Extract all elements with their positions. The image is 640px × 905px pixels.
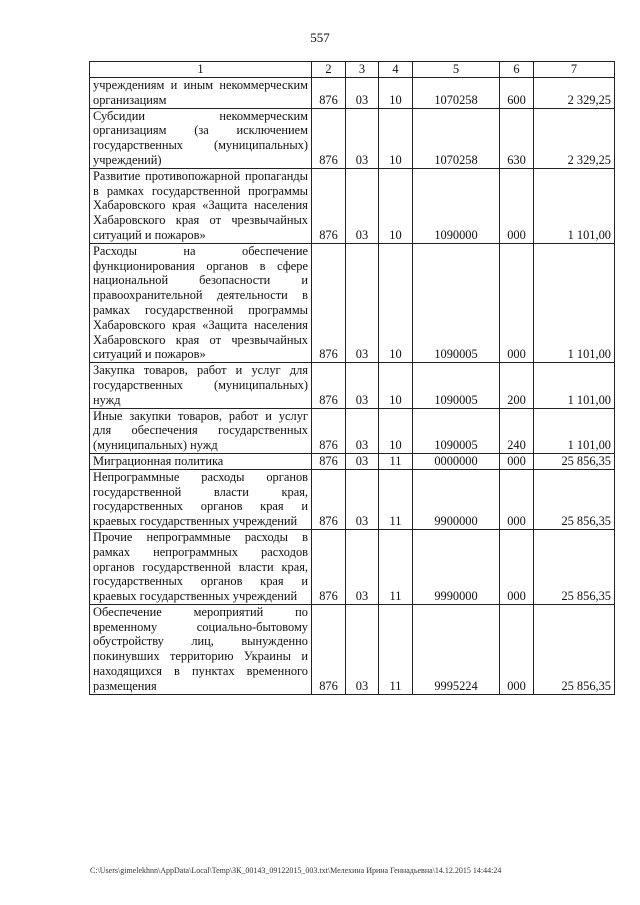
row-name: Прочие непрограммные расходы в рамках непрограммных расходов органов государственной власти края, государственных органов края и краевых государственных учреждений	[90, 529, 312, 604]
row-rz: 03	[346, 243, 379, 362]
row-name: учреждениям и иным некоммерческим организациям	[90, 78, 312, 109]
table-row	[90, 529, 615, 604]
row-ved: 876	[312, 453, 346, 469]
row-pr: 10	[379, 78, 413, 109]
row-pr: 10	[379, 108, 413, 168]
header-col-5: 5	[413, 62, 500, 78]
row-pr: 10	[379, 243, 413, 362]
row-ved: 876	[312, 78, 346, 109]
header-col-2: 2	[312, 62, 346, 78]
row-vr: 000	[500, 529, 534, 604]
row-sum: 1 101,00	[534, 363, 615, 408]
row-vr: 630	[500, 108, 534, 168]
row-name: Закупка товаров, работ и услуг для государственных (муниципальных) нужд	[90, 363, 312, 408]
row-ved: 876	[312, 168, 346, 243]
file-path-footer: C:\Users\gimelekhnn\AppData\Local\Temp\ЗК_00143_09122015_003.txt\Мелехина Ирина Геннадьевна\14.12.2015 14:44:24	[90, 866, 502, 875]
row-csr: 1070258	[413, 108, 500, 168]
row-pr: 11	[379, 604, 413, 694]
row-csr: 0000000	[413, 453, 500, 469]
table-row	[90, 243, 615, 362]
row-vr: 000	[500, 243, 534, 362]
row-sum: 1 101,00	[534, 243, 615, 362]
header-col-3: 3	[346, 62, 379, 78]
row-name: Развитие противопожарной пропаганды в рамках государственной программы Хабаровского края «Защита населения Хабаровского края от чрезвычайных ситуаций и пожаров»	[90, 168, 312, 243]
row-name: Субсидии некоммерческим организациям (за исключением государственных (муниципальных) учреждений)	[90, 108, 312, 168]
header-col-4: 4	[379, 62, 413, 78]
row-sum: 2 329,25	[534, 78, 615, 109]
row-ved: 876	[312, 469, 346, 529]
row-ved: 876	[312, 363, 346, 408]
row-pr: 11	[379, 453, 413, 469]
row-csr: 1090005	[413, 408, 500, 453]
row-ved: 876	[312, 529, 346, 604]
table-row	[90, 78, 615, 109]
row-pr: 10	[379, 168, 413, 243]
row-csr: 1090005	[413, 243, 500, 362]
row-csr: 9995224	[413, 604, 500, 694]
table-row	[90, 453, 615, 469]
header-col-1: 1	[90, 62, 312, 78]
row-ved: 876	[312, 243, 346, 362]
page-number: 557	[310, 30, 330, 45]
row-csr: 9990000	[413, 529, 500, 604]
row-vr: 000	[500, 168, 534, 243]
row-vr: 000	[500, 604, 534, 694]
row-rz: 03	[346, 78, 379, 109]
row-vr: 200	[500, 363, 534, 408]
row-sum: 25 856,35	[534, 604, 615, 694]
row-rz: 03	[346, 408, 379, 453]
row-rz: 03	[346, 469, 379, 529]
row-ved: 876	[312, 408, 346, 453]
row-ved: 876	[312, 604, 346, 694]
row-rz: 03	[346, 604, 379, 694]
row-name: Миграционная политика	[90, 453, 312, 469]
row-csr: 9900000	[413, 469, 500, 529]
table-row	[90, 469, 615, 529]
row-vr: 000	[500, 453, 534, 469]
row-name: Иные закупки товаров, работ и услуг для обеспечения государственных (муниципальных) нужд	[90, 408, 312, 453]
row-vr: 600	[500, 78, 534, 109]
row-ved: 876	[312, 108, 346, 168]
row-csr: 1090000	[413, 168, 500, 243]
row-csr: 1070258	[413, 78, 500, 109]
table-row	[90, 363, 615, 408]
row-pr: 11	[379, 469, 413, 529]
header-col-6: 6	[500, 62, 534, 78]
row-sum: 1 101,00	[534, 408, 615, 453]
row-sum: 25 856,35	[534, 453, 615, 469]
row-sum: 2 329,25	[534, 108, 615, 168]
row-rz: 03	[346, 168, 379, 243]
row-sum: 25 856,35	[534, 469, 615, 529]
row-vr: 000	[500, 469, 534, 529]
table-row	[90, 408, 615, 453]
row-vr: 240	[500, 408, 534, 453]
table-row	[90, 168, 615, 243]
row-csr: 1090005	[413, 363, 500, 408]
header-col-7: 7	[534, 62, 615, 78]
row-name: Расходы на обеспечение функционирования органов в сфере национальной безопасности и правоохранительной деятельности в рамках государственной программы Хабаровского края «Защита населения Хабаровского края от чрезвычайных ситуаций и пожаров»	[90, 243, 312, 362]
row-pr: 10	[379, 363, 413, 408]
row-rz: 03	[346, 108, 379, 168]
table-row	[90, 108, 615, 168]
row-rz: 03	[346, 529, 379, 604]
row-name: Непрограммные расходы органов государственной власти края, государственных органов края и краевых государственных учреждений	[90, 469, 312, 529]
row-sum: 25 856,35	[534, 529, 615, 604]
table-row	[90, 604, 615, 694]
row-rz: 03	[346, 363, 379, 408]
table-header-row	[90, 62, 615, 78]
budget-table	[89, 61, 615, 695]
row-pr: 10	[379, 408, 413, 453]
row-pr: 11	[379, 529, 413, 604]
row-name: Обеспечение мероприятий по временному социально-бытовому обустройству лиц, вынужденно покинувших территорию Украины и находящихся в пунктах временного размещения	[90, 604, 312, 694]
row-rz: 03	[346, 453, 379, 469]
row-sum: 1 101,00	[534, 168, 615, 243]
